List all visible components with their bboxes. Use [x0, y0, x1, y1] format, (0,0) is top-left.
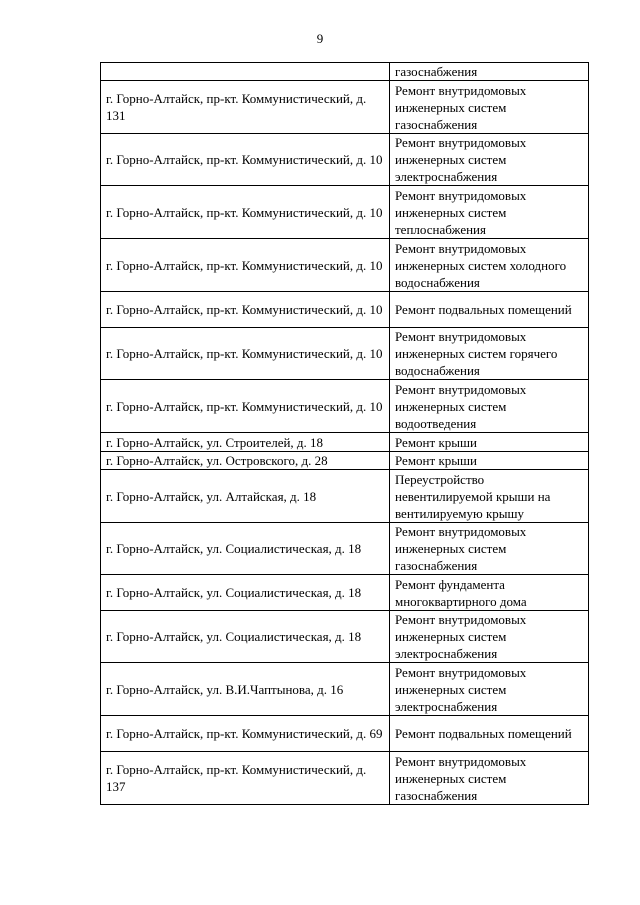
work-type-cell: Ремонт внутридомовых инженерных систем электроснабжения — [390, 134, 589, 186]
address-cell: г. Горно-Алтайск, пр-кт. Коммунистический, д. 10 — [101, 380, 390, 433]
table-row — [101, 611, 589, 663]
work-type-cell: Ремонт внутридомовых инженерных систем электроснабжения — [390, 611, 589, 663]
work-type-cell: Ремонт внутридомовых инженерных систем газоснабжения — [390, 81, 589, 134]
address-cell: г. Горно-Алтайск, пр-кт. Коммунистический, д. 10 — [101, 292, 390, 328]
table-row — [101, 523, 589, 575]
table-row — [101, 63, 589, 81]
table-row — [101, 292, 589, 328]
address-cell: г. Горно-Алтайск, ул. Социалистическая, д. 18 — [101, 611, 390, 663]
table-row — [101, 575, 589, 611]
address-cell: г. Горно-Алтайск, ул. Социалистическая, д. 18 — [101, 575, 390, 611]
table-row — [101, 186, 589, 239]
work-type-cell: Ремонт подвальных помещений — [390, 292, 589, 328]
work-type-cell: Ремонт внутридомовых инженерных систем теплоснабжения — [390, 186, 589, 239]
address-cell: г. Горно-Алтайск, пр-кт. Коммунистический, д. 10 — [101, 134, 390, 186]
work-type-cell: Ремонт крыши — [390, 433, 589, 452]
work-type-cell: Ремонт внутридомовых инженерных систем водоотведения — [390, 380, 589, 433]
table-row — [101, 328, 589, 380]
address-cell: г. Горно-Алтайск, пр-кт. Коммунистический, д. 131 — [101, 81, 390, 134]
address-cell: г. Горно-Алтайск, ул. Островского, д. 28 — [101, 452, 390, 470]
work-type-cell: Ремонт внутридомовых инженерных систем горячего водоснабжения — [390, 328, 589, 380]
work-type-cell: газоснабжения — [390, 63, 589, 81]
work-type-cell: Ремонт внутридомовых инженерных систем газоснабжения — [390, 752, 589, 805]
table-row — [101, 239, 589, 292]
address-cell: г. Горно-Алтайск, ул. Строителей, д. 18 — [101, 433, 390, 452]
work-type-cell: Ремонт фундамента многоквартирного дома — [390, 575, 589, 611]
table-row — [101, 452, 589, 470]
table-row — [101, 380, 589, 433]
address-cell: г. Горно-Алтайск, пр-кт. Коммунистический, д. 137 — [101, 752, 390, 805]
page-number: 9 — [316, 31, 324, 46]
address-cell: г. Горно-Алтайск, пр-кт. Коммунистический, д. 69 — [101, 716, 390, 752]
table-row — [101, 433, 589, 452]
table-row — [101, 716, 589, 752]
address-cell: г. Горно-Алтайск, ул. Социалистическая, д. 18 — [101, 523, 390, 575]
work-type-cell: Ремонт крыши — [390, 452, 589, 470]
table-row — [101, 81, 589, 134]
address-cell: г. Горно-Алтайск, пр-кт. Коммунистический, д. 10 — [101, 239, 390, 292]
work-type-cell: Переустройство невентилируемой крыши на вентилируемую крышу — [390, 470, 589, 523]
work-type-cell: Ремонт внутридомовых инженерных систем газоснабжения — [390, 523, 589, 575]
address-cell: г. Горно-Алтайск, пр-кт. Коммунистический, д. 10 — [101, 186, 390, 239]
address-cell — [101, 63, 390, 81]
table-row — [101, 134, 589, 186]
address-cell: г. Горно-Алтайск, пр-кт. Коммунистический, д. 10 — [101, 328, 390, 380]
works-table — [100, 62, 589, 805]
work-type-cell: Ремонт внутридомовых инженерных систем электроснабжения — [390, 663, 589, 716]
work-type-cell: Ремонт внутридомовых инженерных систем холодного водоснабжения — [390, 239, 589, 292]
table-row — [101, 663, 589, 716]
works-table-body — [101, 63, 589, 805]
work-type-cell: Ремонт подвальных помещений — [390, 716, 589, 752]
address-cell: г. Горно-Алтайск, ул. Алтайская, д. 18 — [101, 470, 390, 523]
table-row — [101, 470, 589, 523]
table-row — [101, 752, 589, 805]
address-cell: г. Горно-Алтайск, ул. В.И.Чаптынова, д. 16 — [101, 663, 390, 716]
